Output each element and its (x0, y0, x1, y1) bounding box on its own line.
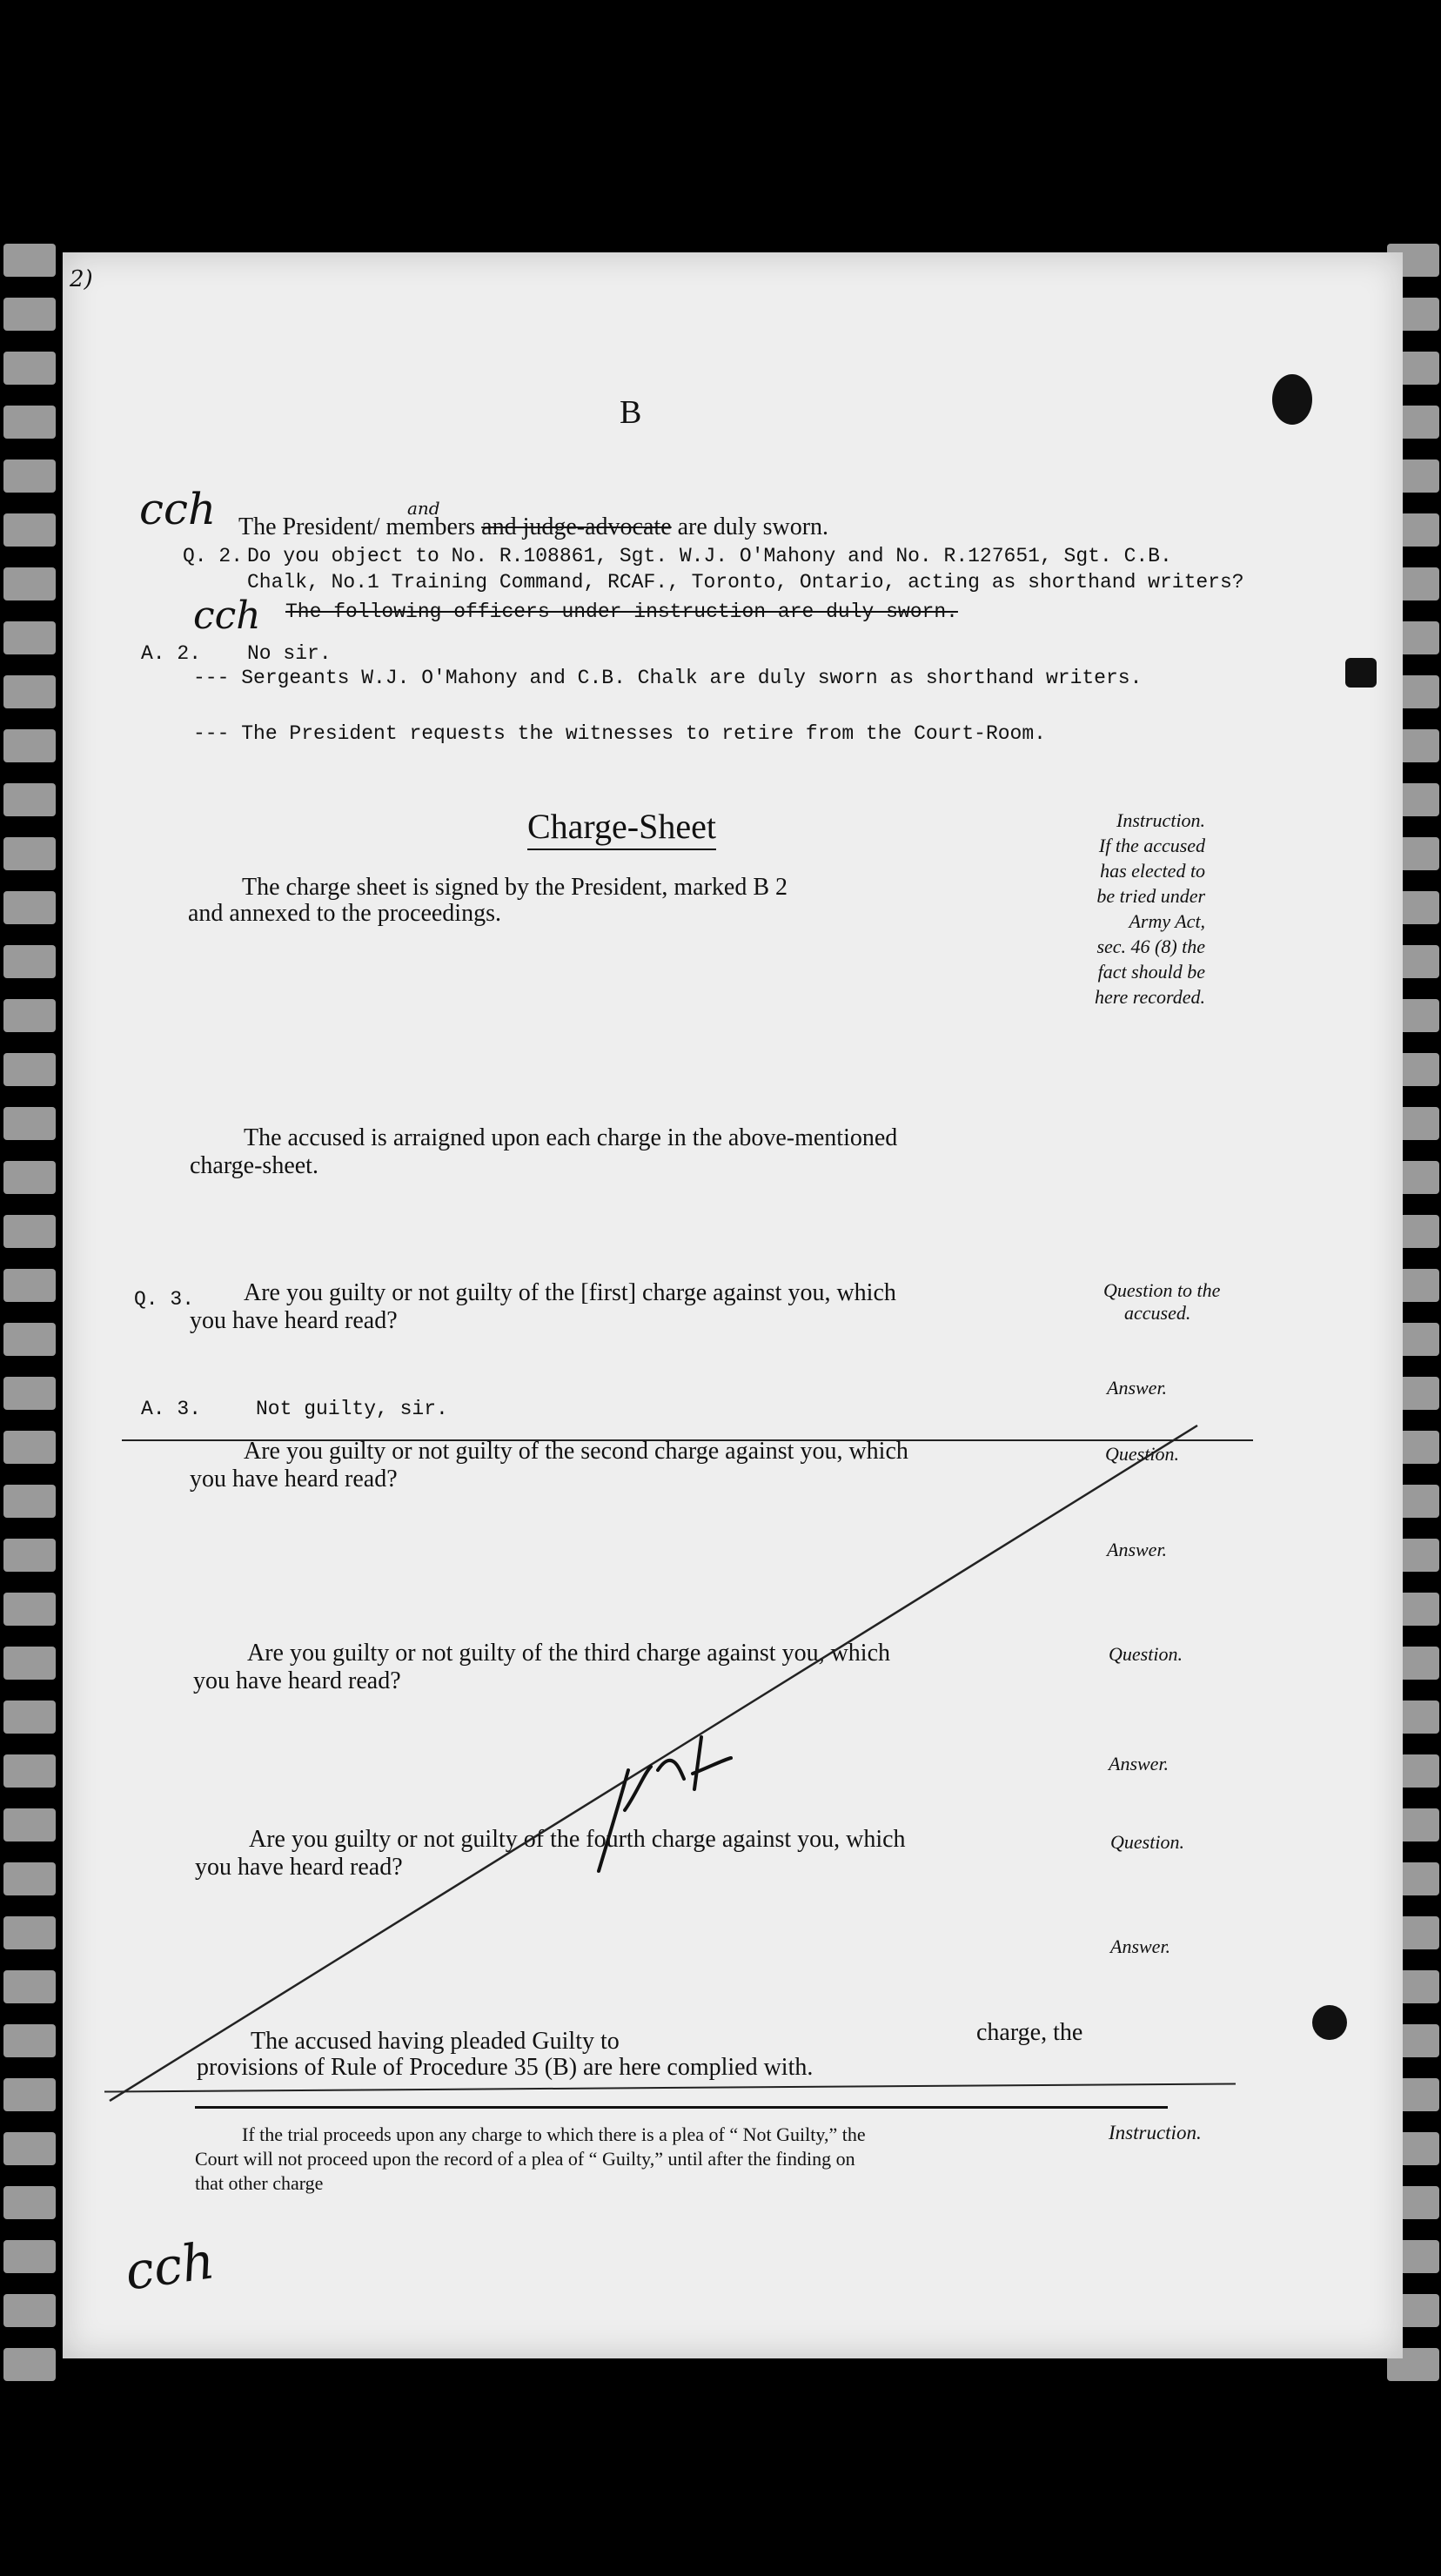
pleaded-line1b: charge, the (976, 2019, 1083, 2046)
punch-hole-bottom (1312, 2005, 1347, 2040)
film-perforation (3, 2078, 56, 2111)
page-marker: 2) (70, 266, 93, 292)
film-perforation (3, 1215, 56, 1248)
film-perforation (3, 2294, 56, 2327)
film-perforation (3, 837, 56, 870)
q3-side-label2: accused. (1124, 1302, 1191, 1324)
second-charge-line1: Are you guilty or not guilty of the second charge against you, which (244, 1438, 908, 1465)
film-perforation (3, 1593, 56, 1626)
film-perforation (3, 244, 56, 277)
fourth-charge-line2: you have heard read? (195, 1854, 403, 1881)
a3-text: Not guilty, sir. (256, 1398, 448, 1420)
q2-label: Q. 2. (183, 545, 244, 567)
a3-label: A. 3. (141, 1398, 202, 1420)
film-perforation (3, 406, 56, 439)
fourth-charge-line1: Are you guilty or not guilty of the fourth charge against you, which (249, 1826, 906, 1853)
third-charge-side-label: Question. (1109, 1643, 1183, 1665)
section-letter: B (620, 394, 642, 431)
second-charge-line2: you have heard read? (190, 1466, 398, 1493)
film-perforation (3, 1916, 56, 1949)
q3-label: Q. 3. (134, 1288, 195, 1311)
film-perforation (3, 1701, 56, 1734)
film-perforation (3, 298, 56, 331)
film-perforation (3, 2186, 56, 2219)
charge-sheet-line2: and annexed to the proceedings. (188, 900, 501, 927)
answer-label-1: Answer. (1107, 1377, 1168, 1399)
q3-side-label: Question to the (1103, 1279, 1221, 1301)
film-perforation (3, 1377, 56, 1410)
q3-line1: Are you guilty or not guilty of the [first] charge against you, which (244, 1279, 896, 1306)
a2-label: A. 2. (141, 642, 202, 665)
film-perforation (3, 1539, 56, 1572)
pleaded-line2: provisions of Rule of Procedure 35 (B) are here complied with. (197, 2054, 814, 2081)
third-charge-line2: you have heard read? (193, 1667, 401, 1694)
film-perforation (3, 675, 56, 708)
film-perforation (3, 1431, 56, 1464)
q3-line2: you have heard read? (190, 1307, 398, 1334)
a2-line3: --- The President requests the witnesses to retire from the Court-Room. (193, 722, 1046, 745)
film-perforation (3, 999, 56, 1032)
film-perforation (3, 2348, 56, 2381)
diagonal-strike-line (63, 252, 1403, 2358)
a2-line2: --- Sergeants W.J. O'Mahony and C.B. Chalk are duly sworn as shorthand writers. (193, 667, 1143, 689)
charge-sheet-line1: The charge sheet is signed by the President, marked B 2 (242, 874, 788, 901)
instruction-note-line: Army Act, (1129, 910, 1206, 932)
punch-hole-top (1272, 374, 1312, 425)
second-charge-side-label: Question. (1105, 1443, 1179, 1465)
handwritten-initials-oath: cch (139, 484, 217, 534)
film-perforation (3, 1053, 56, 1086)
footer-line3: that other charge (195, 2172, 324, 2194)
pleaded-line1a: The accused having pleaded Guilty to (251, 2028, 620, 2055)
instruction-note-line: be tried under (1096, 885, 1206, 907)
film-perforation (3, 729, 56, 762)
film-perforation (3, 783, 56, 816)
film-perforation (3, 945, 56, 978)
instruction-note-line: here recorded. (1095, 986, 1206, 1008)
film-perforation (3, 1754, 56, 1788)
film-perforation (3, 1808, 56, 1841)
fourth-charge-side-label: Question. (1110, 1831, 1184, 1853)
oath-struck-text: and judge-advocate (481, 513, 672, 540)
answer-label-2: Answer. (1107, 1539, 1168, 1560)
inserted-and: and (407, 498, 440, 519)
arraigned-line2: charge-sheet. (190, 1152, 318, 1179)
film-perforation (3, 567, 56, 600)
arraigned-line1: The accused is arraigned upon each charge in the above-mentioned (244, 1124, 898, 1151)
oath-text-end: are duly sworn. (677, 513, 829, 540)
a2-line1: No sir. (247, 642, 332, 665)
answer-label-4: Answer. (1110, 1935, 1171, 1957)
q2-line2: Chalk, No.1 Training Command, RCAF., Toronto, Ontario, acting as shorthand writers? (247, 571, 1244, 594)
film-perforation (3, 1107, 56, 1140)
film-perforation (3, 1862, 56, 1895)
document-page (63, 252, 1403, 2358)
instruction-note-line: has elected to (1100, 860, 1206, 882)
charge-sheet-heading: Charge-Sheet (527, 806, 716, 850)
film-perforation (3, 1970, 56, 2003)
instruction-note-line: Instruction. (1116, 809, 1206, 831)
handwritten-initials-struck: cch (193, 594, 261, 638)
oath-slash: / (372, 513, 380, 540)
film-perforations-left (0, 244, 61, 2385)
oath-text-start: The President (238, 513, 373, 540)
struck-officers-line: The following officers under instruction are duly sworn. (285, 600, 958, 623)
oath-members: members (385, 513, 476, 540)
footer-line2: Court will not proceed upon the record of a plea of “ Guilty,” until after the finding on (195, 2148, 855, 2170)
film-perforation (3, 2240, 56, 2273)
film-perforation (3, 513, 56, 547)
film-perforation (3, 891, 56, 924)
film-perforation (3, 1485, 56, 1518)
q2-line1: Do you object to No. R.108861, Sgt. W.J. O'Mahony and No. R.127651, Sgt. C.B. (247, 545, 1172, 567)
film-perforation (3, 621, 56, 654)
film-perforation (3, 2132, 56, 2165)
instruction-note-line: If the accused (1098, 835, 1206, 856)
film-perforation (3, 352, 56, 385)
instruction-note-line: fact should be (1097, 961, 1206, 983)
film-perforation (3, 1161, 56, 1194)
film-perforation (3, 1323, 56, 1356)
film-perforation (3, 1647, 56, 1680)
instruction-note-line: sec. 46 (8) the (1096, 936, 1206, 957)
handwritten-signature-initials: cch (121, 2231, 218, 2302)
film-perforation (3, 460, 56, 493)
footer-side-label: Instruction. (1109, 2122, 1202, 2143)
punch-hole-middle (1345, 658, 1377, 688)
answer-label-3: Answer. (1109, 1753, 1170, 1774)
footer-line1: If the trial proceeds upon any charge to which there is a plea of “ Not Guilty,” the (242, 2123, 866, 2145)
film-perforation (3, 2024, 56, 2057)
third-charge-line1: Are you guilty or not guilty of the third charge against you, which (247, 1640, 891, 1667)
film-perforation (3, 1269, 56, 1302)
